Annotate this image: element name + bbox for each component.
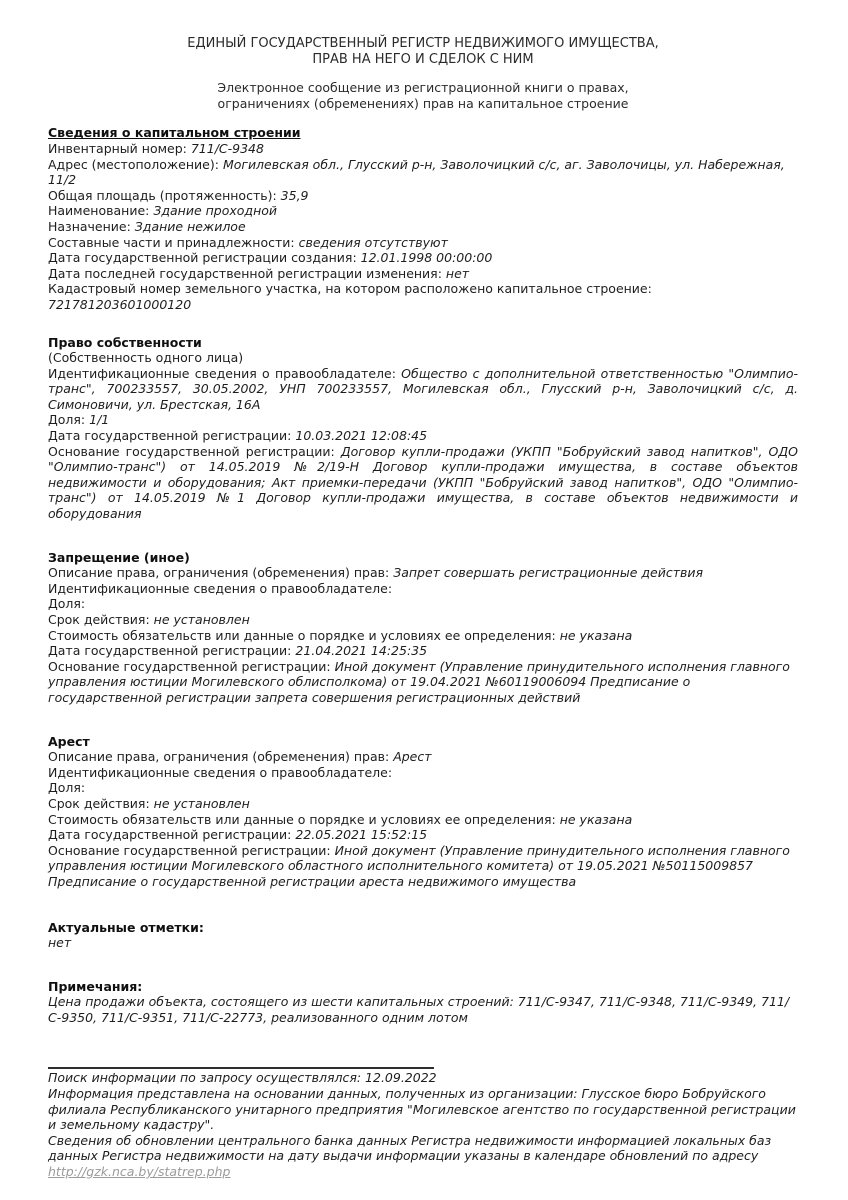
field-row-total-area: [48, 188, 798, 204]
source-info-text: Информация представлена на основании данных, полученных из организации: Глусское бюро Бобруйского филиала Республиканского унитарного предприятия "Могилевское агентство по государственной регистрации и земельному кадастру".: [48, 1086, 796, 1133]
field-row-registration-basis: [48, 659, 798, 706]
field-label: Дата государственной регистрации:: [48, 827, 292, 843]
field-value: Здание нежилое: [134, 218, 246, 234]
field-row-inventory-number: [48, 141, 798, 157]
building-info-heading: Сведения о капитальном строении: [48, 125, 301, 141]
field-row-validity-term: [48, 612, 798, 628]
field-label: Доля:: [48, 412, 86, 428]
field-row-change-date: [48, 266, 798, 282]
search-date-label: Поиск информации по запросу осуществлялся:: [48, 1070, 362, 1086]
field-label: Срок действия:: [48, 612, 150, 627]
subtitle-line-1: Электронное сообщение из регистрационной книги о правах,: [217, 80, 629, 96]
notes-text: Цена продажи объекта, состоящего из шести капитальных строений: 711/С-9347, 711/С-9348, 711/С-9349, 711/С-9350, 711/С-9351, 711/С-22773, реализованного одним лотом: [48, 994, 790, 1025]
field-row-rightholder: [48, 765, 798, 781]
field-value: не установлен: [153, 612, 250, 627]
subtitle-line-2: ограничениях (обременениях) прав на капитальное строение: [217, 95, 629, 111]
field-label: Дата государственной регистрации:: [48, 643, 292, 659]
field-label: Идентификационные сведения о правообладателе:: [48, 365, 396, 381]
field-value: 22.05.2021 15:52:15: [295, 827, 428, 843]
field-label: Кадастровый номер земельного участка, на котором расположено капитальное строение:: [48, 281, 652, 297]
document-header: [48, 36, 798, 111]
field-label: Наименование:: [48, 203, 150, 219]
field-row-rightholder: [48, 581, 798, 597]
field-value: нет: [445, 265, 470, 281]
field-label: Стоимость обязательств или данные о порядке и условиях ее определения:: [48, 811, 556, 827]
field-row-right-description: [48, 749, 798, 765]
arrest-heading: Арест: [48, 733, 90, 749]
field-value: 1/1: [89, 412, 110, 428]
divider-line: [48, 1067, 434, 1069]
field-row-right-description: [48, 565, 798, 581]
field-value: 35,9: [280, 187, 309, 203]
field-label: Идентификационные сведения о правообладателе:: [48, 580, 393, 596]
field-row-share: [48, 596, 798, 612]
field-label: Срок действия:: [48, 795, 150, 811]
field-label: Основание государственной регистрации:: [48, 443, 335, 459]
field-row-name: [48, 203, 798, 219]
field-row-share: [48, 780, 798, 796]
field-value: Иной документ (Управление принудительного исполнения главного управления юстиции Могилевского областного исполнительного комитета) от 19.05.2021 №50115009857 Предписание о государственной регистрации ареста недвижимого имущества: [48, 842, 790, 889]
title-line-1: ЕДИНЫЙ ГОСУДАРСТВЕННЫЙ РЕГИСТР НЕДВИЖИМОГО ИМУЩЕСТВА,: [187, 36, 659, 51]
field-value: Иной документ (Управление принудительного исполнения главного управления юстиции Могилевского облисполкома) от 19.04.2021 №60119006094 Предписание о государственной регистрации запрета совершения регистрационных действий: [48, 658, 790, 705]
field-row-registration-basis: [48, 444, 798, 522]
ownership-subheading: (Собственность одного лица): [48, 350, 244, 366]
field-row-cadastral-number: [48, 281, 798, 312]
section-current-marks: [48, 920, 798, 951]
field-row-creation-date: [48, 250, 798, 266]
notes-heading: Примечания:: [48, 978, 143, 994]
section-ownership: [48, 335, 798, 522]
field-row-registration-basis: [48, 843, 798, 890]
field-value: не указана: [559, 627, 633, 643]
field-label: Дата последней государственной регистрации изменения:: [48, 265, 442, 281]
field-label: Основание государственной регистрации:: [48, 658, 331, 674]
field-label: Идентификационные сведения о правообладателе:: [48, 764, 393, 780]
field-label: Описание права, ограничения (обременения) прав:: [48, 565, 390, 581]
page-subtitle: [48, 80, 798, 111]
field-label: Описание права, ограничения (обременения) прав:: [48, 749, 390, 765]
field-value: не установлен: [153, 795, 250, 811]
field-row-address: [48, 157, 798, 188]
prohibition-heading: Запрещение (иное): [48, 549, 190, 565]
search-date-value: 12.09.2022: [365, 1070, 437, 1086]
field-row-obligation-value: [48, 812, 798, 828]
document-footer: [48, 1067, 798, 1179]
field-row-registration-date: [48, 643, 798, 659]
field-row-components: [48, 235, 798, 251]
field-label: Инвентарный номер:: [48, 140, 187, 156]
section-arrest: [48, 734, 798, 890]
field-label: Дата государственной регистрации:: [48, 428, 292, 444]
field-value: 12.01.1998 00:00:00: [360, 250, 493, 266]
section-prohibition: [48, 550, 798, 706]
update-info-text: Сведения об обновлении центрального банка данных Регистра недвижимости информацией локальных баз данных Регистра недвижимости на дату выдачи информации указаны в календаре обновлений по адресу: [48, 1132, 772, 1164]
page-title: [48, 36, 798, 67]
field-label: Общая площадь (протяженность):: [48, 187, 277, 203]
section-building-info: [48, 125, 798, 312]
current-marks-value: нет: [48, 935, 72, 951]
field-value: Арест: [393, 749, 432, 765]
field-label: Основание государственной регистрации:: [48, 842, 331, 858]
field-label: Дата государственной регистрации создания:: [48, 250, 357, 266]
field-value: Общество с дополнительной ответственностью "Олимпио-транс", 700233557, 30.05.2002, УНП 700233557, Могилевская обл., Глусский р-н, Заволочицкий с/с, д. Симоновичи, ул. Брестская, 16А: [48, 365, 798, 412]
field-label: Составные части и принадлежности:: [48, 234, 295, 250]
field-value: сведения отсутствуют: [298, 234, 448, 250]
field-label: Адрес (местоположение):: [48, 156, 219, 172]
title-line-2: ПРАВ НА НЕГО И СДЕЛОК С НИМ: [312, 51, 534, 67]
current-marks-heading: Актуальные отметки:: [48, 919, 204, 935]
field-value: 711/С-9348: [190, 140, 264, 156]
search-date-row: [48, 1070, 798, 1086]
field-row-registration-date: [48, 428, 798, 444]
field-row-rightholder: [48, 366, 798, 413]
field-label: Стоимость обязательств или данные о порядке и условиях ее определения:: [48, 627, 556, 643]
field-value: Запрет совершать регистрационные действия: [393, 565, 703, 581]
field-value: не указана: [559, 811, 633, 827]
ownership-heading: Право собственности: [48, 334, 202, 350]
field-value: 21.04.2021 14:25:35: [295, 643, 428, 659]
field-value: 721781203601000120: [48, 296, 192, 312]
statrep-link[interactable]: http://gzk.nca.by/statrep.php: [48, 1164, 231, 1180]
field-row-share: [48, 412, 798, 428]
field-value: 10.03.2021 12:08:45: [295, 428, 428, 444]
field-value: Могилевская обл., Глусский р-н, Заволочицкий с/с, аг. Заволочицы, ул. Набережная, 11/2: [48, 156, 785, 188]
field-value: Договор купли-продажи (УКПП "Бобруйский завод напитков", ОДО "Олимпио-транс") от 14.05.2019 №2/19-Н Договор купли-продажи имущества, в составе объектов недвижимости и оборудования; Акт приемки-передачи (УКПП "Бобруйский завод напитков", ОДО "Олимпио-транс") от 14.05.2019 №1 Договор купли-продажи имущества, в составе объектов недвижимости и оборудования: [48, 443, 798, 522]
field-label: Доля:: [48, 780, 86, 796]
field-row-registration-date: [48, 827, 798, 843]
field-label: Доля:: [48, 596, 86, 612]
field-row-obligation-value: [48, 628, 798, 644]
field-row-purpose: [48, 219, 798, 235]
field-row-validity-term: [48, 796, 798, 812]
field-label: Назначение:: [48, 218, 131, 234]
field-value: Здание проходной: [153, 203, 278, 219]
section-notes: [48, 979, 798, 1026]
